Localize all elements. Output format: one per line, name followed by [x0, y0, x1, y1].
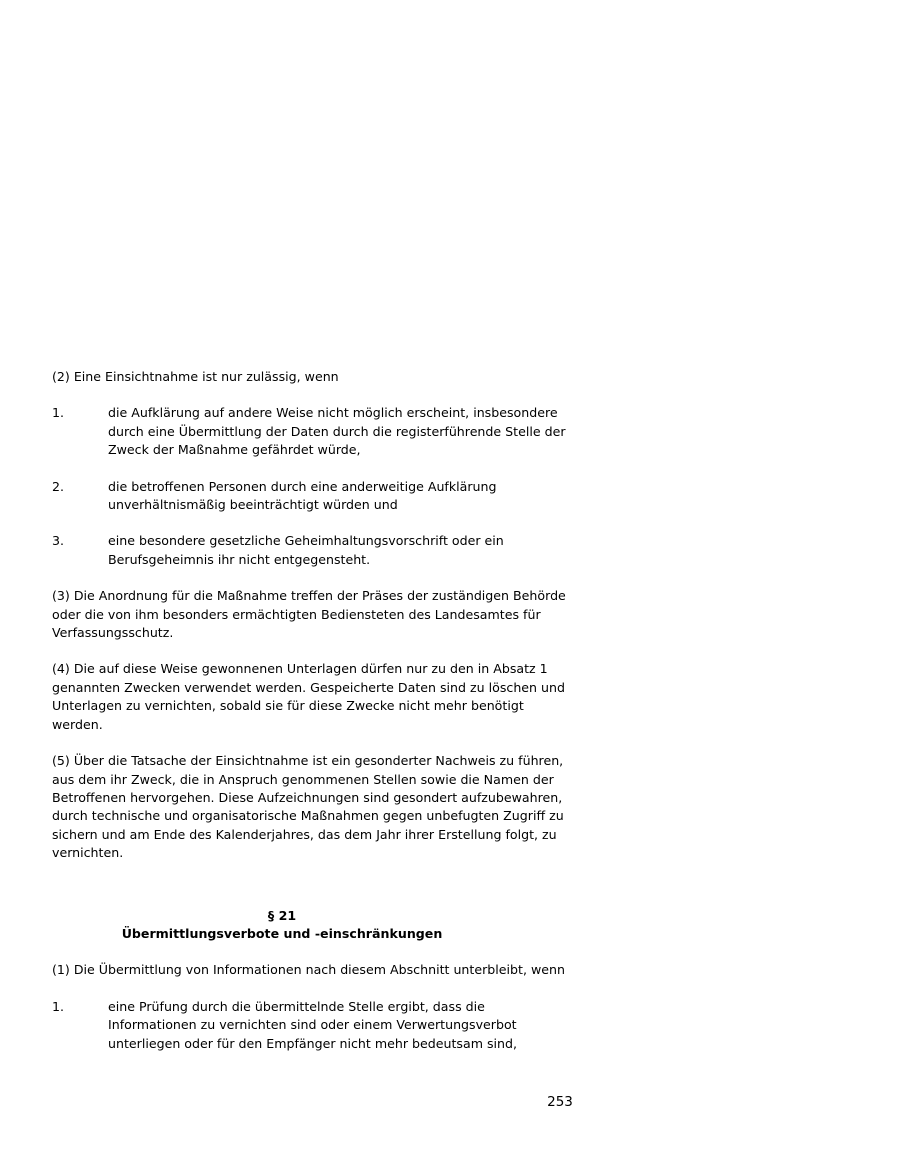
list-item — [52, 532, 572, 569]
list-item-text: die Aufklärung auf andere Weise nicht möglich erscheint, insbesondere durch eine Übermittlung der Daten durch die registerführende Stelle der Zweck der Maßnahme gefährdet würde, — [108, 405, 566, 458]
paragraph-absatz-3: (3) Die Anordnung für die Maßnahme treffen der Präses der zuständigen Behörde oder die von ihm besonders ermächtigten Bediensteten des Landesamtes für Verfassungsschutz. — [52, 588, 566, 641]
section-number: § 21 — [267, 907, 297, 923]
page-number: 253 — [547, 1094, 573, 1110]
list-item-marker: 2. — [52, 478, 65, 494]
section-title: Übermittlungsverbote und -einschränkungen — [121, 925, 443, 941]
list-item-text: eine besondere gesetzliche Geheimhaltungsvorschrift oder ein Berufsgeheimnis ihr nicht entgegensteht. — [108, 533, 504, 567]
list-item-text: eine Prüfung durch die übermittelnde Stelle ergibt, dass die Informationen zu vernichten sind oder einem Verwertungsverbot unterliegen oder für den Empfänger nicht mehr bedeutsam sind, — [108, 998, 518, 1051]
paragraph-section21-absatz-1: (1) Die Übermittlung von Informationen nach diesem Abschnitt unterbleibt, wenn — [52, 962, 565, 978]
list-item-marker: 1. — [52, 405, 65, 421]
list-item — [52, 998, 572, 1053]
paragraph-absatz-2: (2) Eine Einsichtnahme ist nur zulässig, wenn — [52, 369, 339, 384]
list-item-marker: 3. — [52, 533, 65, 549]
paragraph-absatz-4: (4) Die auf diese Weise gewonnenen Unterlagen dürfen nur zu den in Absatz 1 genannten Zwecken verwendet werden. Gespeicherte Daten sind zu löschen und Unterlagen zu vernichten, sobald sie für diese Zwecke nicht mehr benötigt werden. — [52, 661, 565, 732]
section-spacer — [52, 881, 572, 907]
list-item — [52, 478, 572, 515]
list-item — [52, 404, 572, 459]
paragraph-absatz-5: (5) Über die Tatsache der Einsichtnahme ist ein gesonderter Nachweis zu führen, aus dem ihr Zweck, die in Anspruch genommenen Stellen sowie die Namen der Betroffenen hervorgehen. Diese Aufzeichnungen sind gesondert aufzubewahren, durch technische und organisatorische Maßnahmen gegen unbefugten Zugriff zu sichern und am Ende des Kalenderjahres, das dem Jahr ihrer Erstellung folgt, zu vernichten. — [52, 753, 564, 861]
list-item-marker: 1. — [52, 998, 65, 1014]
page-body — [52, 368, 572, 1071]
list-item-text: die betroffenen Personen durch eine anderweitige Aufklärung unverhältnismäßig beeinträchtigt würden und — [108, 478, 497, 513]
